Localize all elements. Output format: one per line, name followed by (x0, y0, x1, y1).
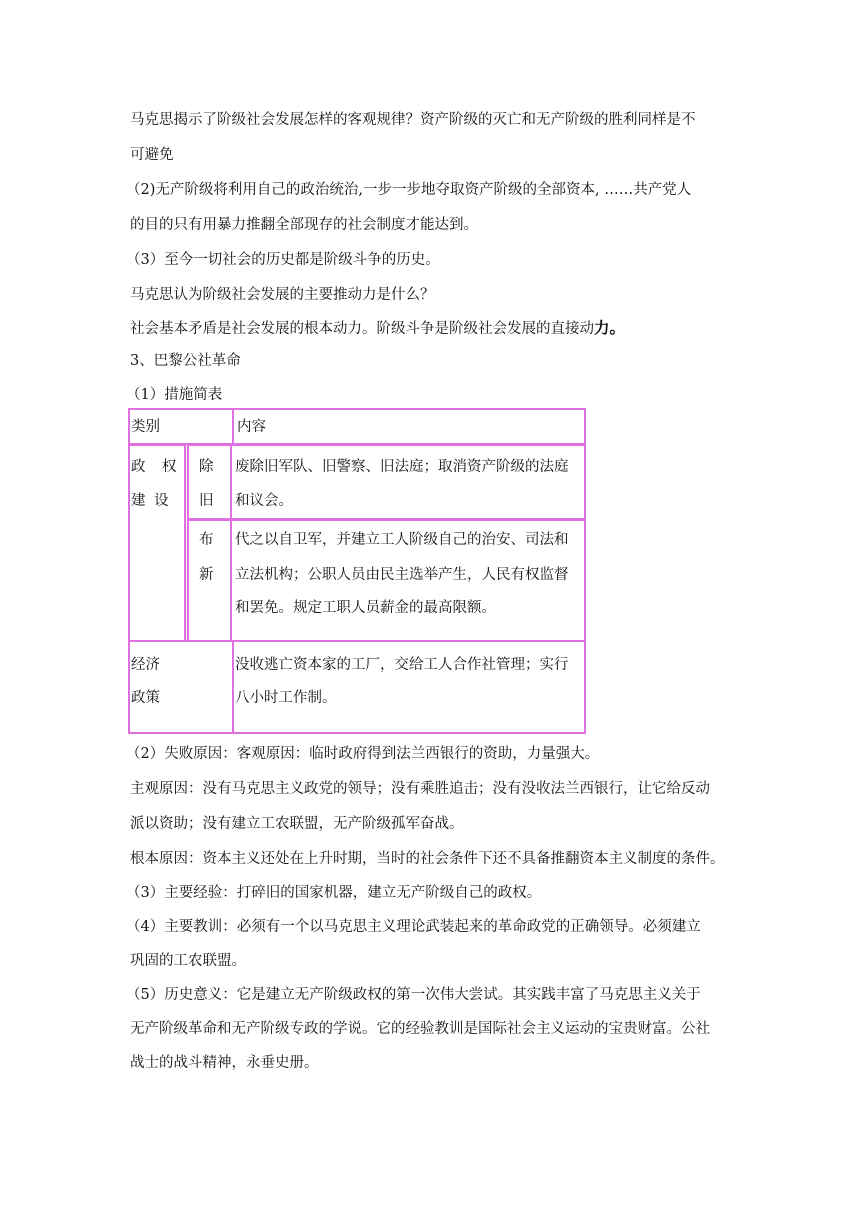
paragraph-line: （2)无产阶级将利用自己的政治统治,一步一步地夺取资产阶级的全部资本, ……共产党人 (126, 182, 692, 198)
economy-label: 政策 (131, 690, 160, 706)
paragraph-line: 派以资助；没有建立工农联盟，无产阶级孤军奋战。 (130, 816, 464, 832)
abolish-content: 废除旧军队、旧警察、旧法庭；取消资产阶级的法庭 (235, 459, 569, 475)
section-heading: 3、巴黎公社革命 (130, 353, 241, 369)
paragraph-line: （5）历史意义：它是建立无产阶级政权的第一次伟大尝试。其实践丰富了马克思主义关于 (126, 987, 701, 1003)
abolish-label: 除 (199, 459, 214, 475)
politics-label: 建 设 (131, 493, 171, 509)
paragraph-line: 无产阶级革命和无产阶级专政的学说。它的经验教训是国际社会主义运动的宝贵财富。公社 (130, 1021, 710, 1037)
table-header-category: 类别 (131, 419, 160, 435)
table-header-content-cell (232, 408, 586, 445)
paragraph-text: 社会基本矛盾是社会发展的根本动力。阶级斗争是阶级社会发展的直接动 (130, 321, 594, 337)
new-content: 立法机构；公职人员由民主选举产生，人民有权监督 (235, 567, 569, 583)
abolish-content: 和议会。 (235, 493, 293, 509)
politics-label: 政 权 (131, 459, 178, 475)
new-content: 和罢免。规定工职人员薪金的最高限额。 (235, 600, 496, 616)
paragraph-line: 巩固的工农联盟。 (130, 953, 246, 969)
subsection-heading: （1）措施简表 (126, 387, 223, 403)
new-label: 新 (199, 567, 214, 583)
economy-content: 没收逃亡资本家的工厂，交给工人合作社管理；实行 (235, 657, 569, 673)
paragraph-line: （2）失败原因：客观原因：临时政府得到法兰西银行的资助，力量强大。 (126, 746, 600, 762)
paragraph-line: （3）至今一切社会的历史都是阶级斗争的历史。 (126, 252, 440, 268)
economy-label: 经济 (131, 657, 160, 673)
paragraph-line: （3）主要经验：打碎旧的国家机器，建立无产阶级自己的政权。 (126, 885, 542, 901)
paragraph-line: 战士的战斗精神，永垂史册。 (130, 1055, 319, 1071)
paragraph-line: 可避免 (130, 147, 174, 163)
paragraph-line: 的目的只有用暴力推翻全部现存的社会制度才能达到。 (130, 217, 478, 233)
paragraph-line: （4）主要教训：必须有一个以马克思主义理论武装起来的革命政党的正确领导。必须建立 (126, 919, 701, 935)
abolish-label: 旧 (199, 493, 214, 509)
paragraph-line: 根本原因：资本主义还处在上升时期，当时的社会条件下还不具备推翻资本主义制度的条件。 (130, 851, 725, 867)
new-label: 布 (199, 532, 214, 548)
paragraph-line: 马克思揭示了阶级社会发展怎样的客观规律？资产阶级的灭亡和无产阶级的胜利同样是不 (130, 112, 696, 128)
economy-content: 八小时工作制。 (235, 690, 337, 706)
paragraph-line: 主观原因：没有马克思主义政党的领导；没有乘胜追击；没有没收法兰西银行，让它给反动 (130, 781, 710, 797)
paragraph-line (130, 318, 625, 339)
paragraph-bold-text: 力。 (594, 318, 626, 337)
new-content: 代之以自卫军，并建立工人阶级自己的治安、司法和 (235, 532, 569, 548)
paragraph-line: 马克思认为阶级社会发展的主要推动力是什么？ (130, 287, 435, 303)
table-header-content: 内容 (237, 419, 266, 435)
